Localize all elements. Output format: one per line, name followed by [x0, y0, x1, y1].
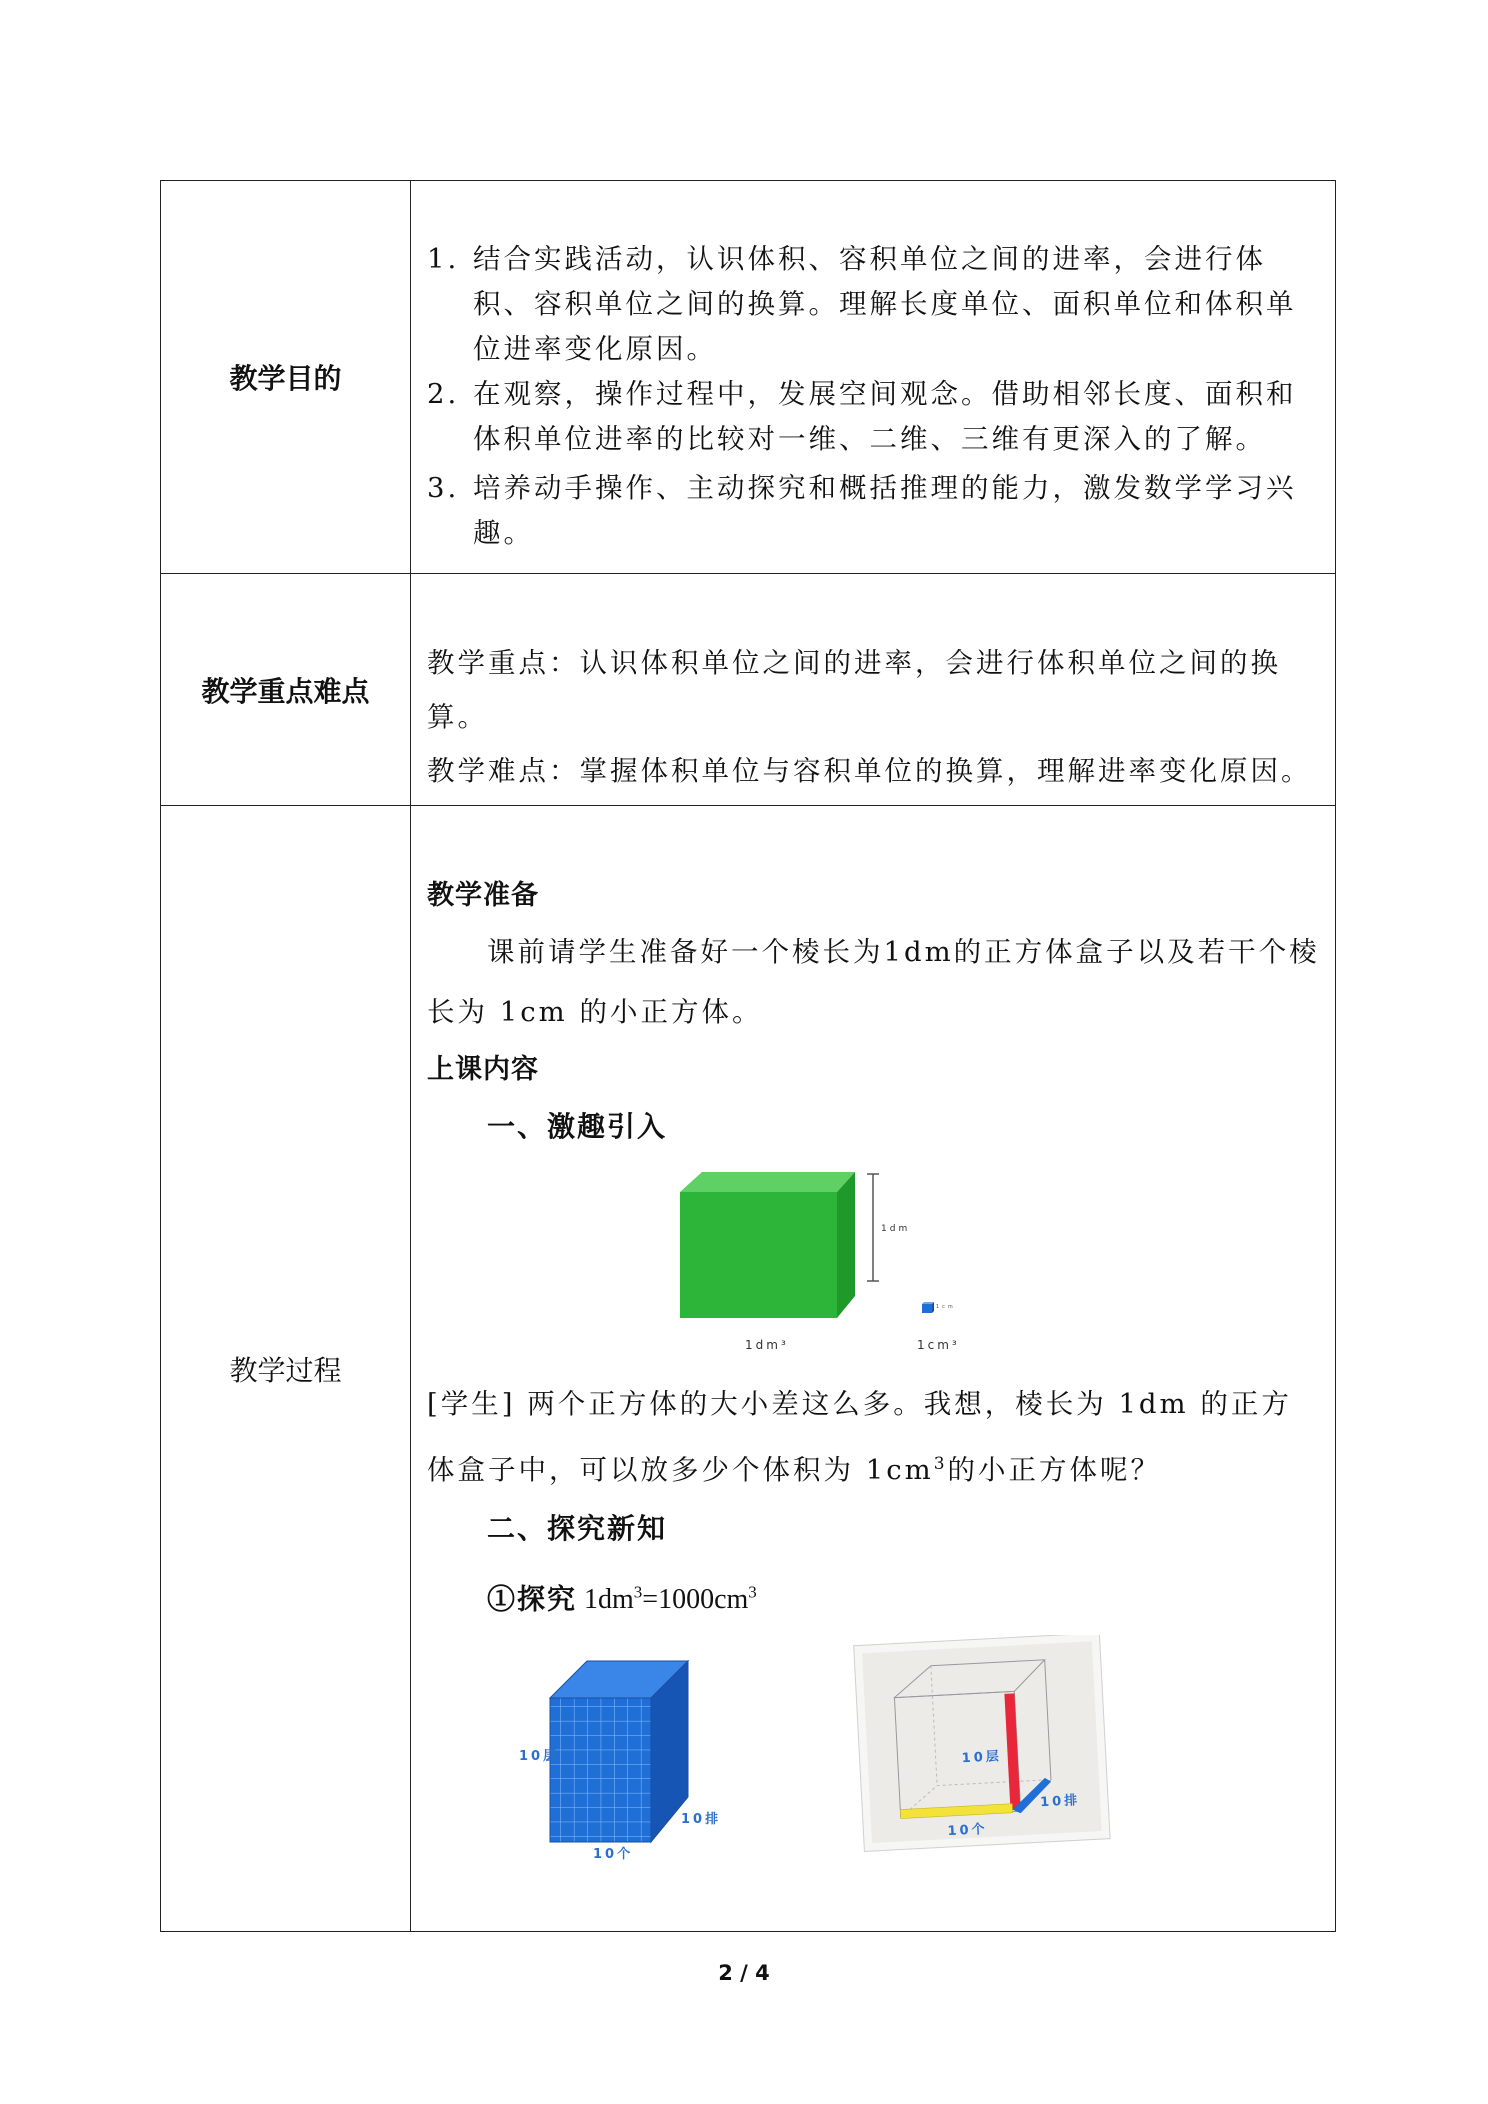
- objective-item: [427, 466, 1321, 556]
- small-cube-front: [922, 1304, 932, 1313]
- big-cube-caption: 1dm³: [745, 1338, 789, 1352]
- small-cube-top: [922, 1302, 934, 1304]
- prep-text: 课前请学生准备好一个棱长为1dm的正方体盒子以及若干个棱长为 1cm 的小正方体。: [427, 936, 1320, 1028]
- process-label: 教学过程: [161, 806, 411, 1931]
- student-question-text-a: [学生] 两个正方体的大小差这么多。我想，棱长为 1dm 的正方体盒子中，可以放多少个体积为 1cm: [427, 1388, 1292, 1487]
- cube-comparison-svg: [427, 1156, 1327, 1374]
- volume-explore-svg: [427, 1635, 1327, 1865]
- photo-layers-label: 10层: [961, 1749, 1003, 1767]
- figure-volume-explore: [427, 1635, 1321, 1865]
- photo-count-label: 10个: [947, 1822, 988, 1840]
- key-points-content: [411, 574, 1335, 805]
- grid-cube-layers-label: 10层: [519, 1749, 560, 1765]
- lesson-heading: 上课内容: [427, 1054, 539, 1085]
- teaching-difficulty: 教学难点：掌握体积单位与容积单位的换算，理解进率变化原因。: [427, 755, 1312, 787]
- grid-cube-rows-label: 10排: [681, 1812, 722, 1828]
- student-question-sup: 3: [933, 1454, 948, 1474]
- explore-formula-sup2: 3: [748, 1583, 757, 1603]
- key-points-label: 教学重点难点: [161, 574, 411, 805]
- prep-heading: 教学准备: [427, 880, 539, 911]
- objective-item: [427, 237, 1321, 372]
- explore-formula-a: 1dm: [577, 1584, 634, 1616]
- student-question: [427, 1374, 1321, 1500]
- page-number: 2 / 4: [718, 1961, 770, 1985]
- explore-formula-b: =1000cm: [642, 1584, 749, 1616]
- process-row: [161, 805, 1335, 1931]
- explore-formula-sup1: 3: [633, 1583, 643, 1603]
- objective-number: 2.: [427, 378, 460, 410]
- lesson-table: [160, 180, 1336, 1932]
- section-intro-heading: 一、激趣引入: [487, 1110, 668, 1143]
- photo-card: [854, 1635, 1110, 1851]
- big-cube-front: [680, 1192, 837, 1318]
- big-cube-top: [680, 1172, 855, 1192]
- key-points-row: [161, 573, 1335, 805]
- small-edge-label: 1cm: [936, 1304, 956, 1310]
- objective-text: 结合实践活动，认识体积、容积单位之间的进率，会进行体积、容积单位之间的换算。理解长度单位、面积单位和体积单位进率变化原因。: [473, 243, 1297, 365]
- objective-text: 在观察，操作过程中，发展空间观念。借助相邻长度、面积和体积单位进率的比较对一维、二维、三维有更深入的了解。: [473, 378, 1297, 455]
- student-question-text-b: 的小正方体呢？: [947, 1454, 1162, 1487]
- small-cube-caption: 1cm³: [917, 1338, 960, 1352]
- figure-cube-comparison: [427, 1156, 1321, 1374]
- teaching-focus: 教学重点：认识体积单位之间的进率，会进行体积单位之间的换算。: [427, 647, 1281, 733]
- explore-formula: [577, 1584, 757, 1615]
- grid-cube-count-label: 10个: [593, 1847, 634, 1863]
- explore-heading: [427, 1558, 1321, 1635]
- grid-cube-front: [550, 1698, 651, 1842]
- objective-number: 3.: [427, 472, 460, 504]
- objective-number: 1.: [427, 243, 460, 275]
- edge-dimension-label: 1dm: [881, 1224, 911, 1234]
- objectives-row: [161, 181, 1335, 573]
- big-cube-side: [837, 1172, 855, 1318]
- objective-item: [427, 372, 1321, 462]
- objectives-content: [411, 237, 1335, 573]
- explore-prefix: ①探究: [487, 1582, 578, 1616]
- objective-text: 培养动手操作、主动探究和概括推理的能力，激发数学学习兴趣。: [473, 472, 1297, 549]
- photo-rows-label: 10排: [1039, 1793, 1081, 1811]
- process-content: [411, 806, 1335, 1931]
- section-explore-heading: 二、探究新知: [487, 1512, 668, 1546]
- objectives-label: 教学目的: [161, 181, 411, 573]
